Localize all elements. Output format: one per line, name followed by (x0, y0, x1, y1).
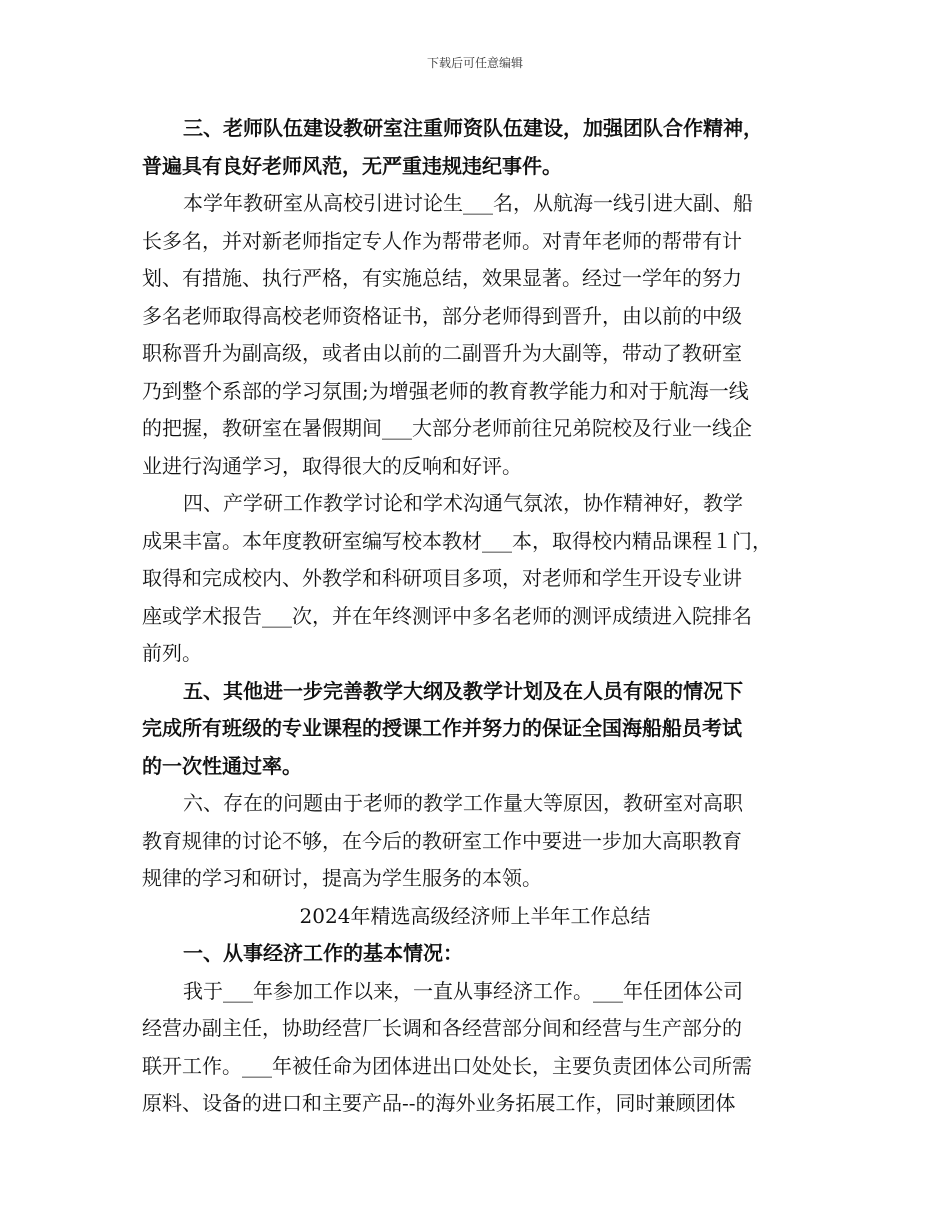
text-line: 教育规律的讨论不够，在今后的教研室工作中要进一步加大高职教育 (142, 828, 742, 853)
document-title: 2024年精选高级经济师上半年工作总结 (299, 903, 651, 928)
section-3-body (142, 185, 808, 485)
text-line: 完成所有班级的专业课程的授课工作并努力的保证全国海船船员考试 (142, 716, 742, 740)
text-line: 取得和完成校内、外教学和科研项目多项，对老师和学生开设专业讲 (142, 566, 742, 590)
section-3-heading (142, 110, 808, 185)
text-line: 原料、设备的进口和主要产品--的海外业务拓展工作，同时兼顾团体 (142, 1091, 736, 1115)
text-line: 经营办副主任，协助经营厂长调和各经营部分间和经营与生产部分的 (142, 1016, 742, 1040)
document-body (142, 110, 808, 1123)
text-line: 本学年教研室从高校引进讨论生___名，从航海一线引进大副、船 (183, 191, 753, 215)
text-line: 职称晋升为副高级，或者由以前的二副晋升为大副等，带动了教研室 (142, 341, 742, 365)
text-line: 长多名，并对新老师指定专人作为帮带老师。对青年老师的帮带有计 (142, 228, 742, 253)
second-doc-body (142, 973, 808, 1123)
section-4-paragraph (142, 485, 808, 673)
text-line: 成果丰富。本年度教研室编写校本教材___本，取得校内精品课程１门， (142, 528, 772, 553)
section-5-heading (142, 673, 808, 786)
text-line: 六、存在的问题由于老师的教学工作量大等原因，教研室对高职 (183, 791, 743, 815)
text-line: 三、老师队伍建设教研室注重师资队伍建设，加强团队合作精神， (183, 116, 763, 140)
text-line: 联开工作。___年被任命为团体进出口处处长，主要负责团体公司所需 (142, 1053, 752, 1078)
text-line: 座或学术报告___次，并在年终测评中多名老师的测评成绩进入院排名 (142, 603, 752, 628)
text-line: 四、产学研工作教学讨论和学术沟通气氛浓，协作精神好，教学 (183, 491, 743, 515)
text-line: 乃到整个系部的学习氛围;为增强老师的教育教学能力和对于航海一线 (142, 378, 749, 403)
section-6-paragraph (142, 785, 808, 898)
section-subheading: 一、从事经济工作的基本情况： (183, 941, 463, 965)
text-line: 五、其他进一步完善教学大纲及教学计划及在人员有限的情况下 (183, 678, 743, 703)
text-line: 普遍具有良好老师风范，无严重违规违纪事件。 (142, 153, 562, 178)
text-line: 我于___年参加工作以来，一直从事经济工作。___年任团体公司 (183, 978, 743, 1003)
text-line: 多名老师取得高校老师资格证书，部分老师得到晋升，由以前的中级 (142, 303, 742, 328)
text-line: 划、有措施、执行严格，有实施总结，效果显著。经过一学年的努力 (142, 266, 742, 290)
text-line: 的一次性通过率。 (142, 753, 302, 778)
text-line: 业进行沟通学习，取得很大的反响和好评。 (142, 453, 522, 478)
text-line: 规律的学习和研讨，提高为学生服务的本领。 (142, 866, 542, 890)
page-header-note: 下载后可任意编辑 (426, 56, 523, 70)
text-line: 前列。 (142, 641, 202, 665)
text-line: 的把握，教研室在暑假期间___大部分老师前往兄弟院校及行业一线企 (142, 416, 752, 440)
